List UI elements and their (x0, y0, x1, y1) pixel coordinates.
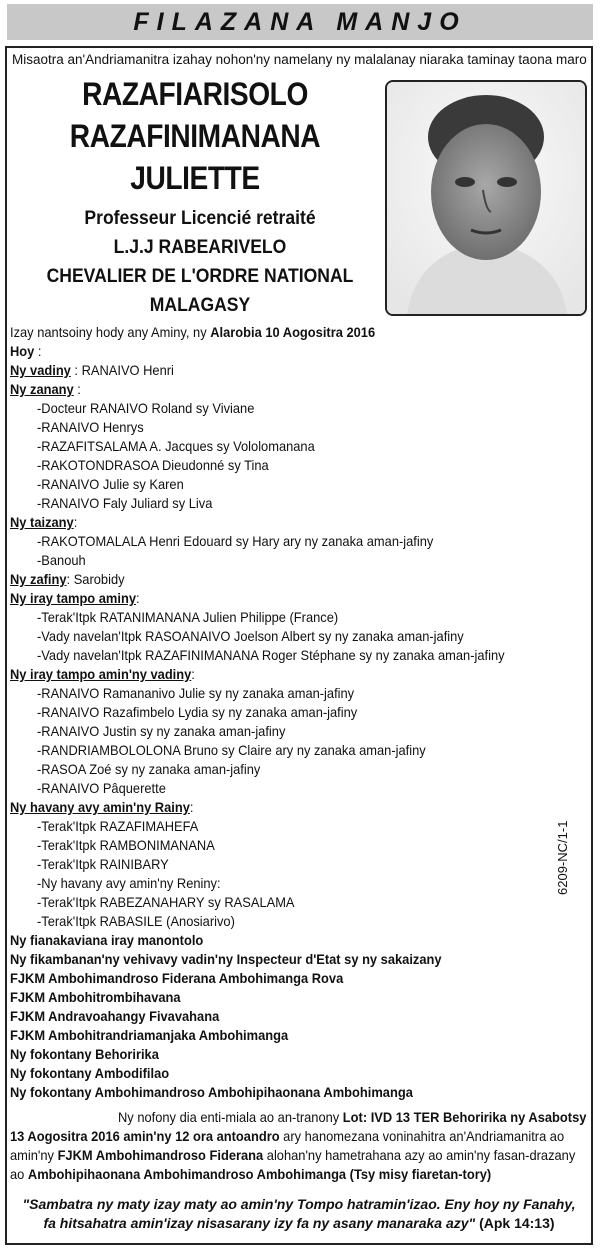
banner-title: FILAZANA MANJO (133, 7, 467, 36)
list-item: -Terak'Itpk RAINIBARY (37, 856, 169, 872)
list-item: -Banouh (37, 552, 86, 568)
title-line-2: L.J.J RABEARIVELO (113, 236, 287, 258)
list-item: -Ny havany avy amin'ny Reniny: (37, 875, 221, 891)
funeral-line-3: amin'ny FJKM Ambohimandroso Fiderana alohan'ny hametrahana azy ao amin'ny fasan-drazany (10, 1147, 576, 1163)
intro-text: Misaotra an'Andriamanitra izahay nohon'ny namelany ny malalanay niaraka taminay taona maro (12, 52, 587, 67)
group-line: FJKM Andravoahangy Fivavahana (10, 1008, 220, 1024)
title-line-1: Professeur Licencié retraité (84, 207, 316, 229)
deceased-name-line-3: JULIETTE (130, 160, 260, 196)
list-item: -RANDRIAMBOLOLONA Bruno sy Claire ary ny zanaka aman-jafiny (37, 742, 426, 758)
list-item: -RANAIVO Julie sy Karen (37, 476, 184, 492)
group-line: Ny fikambanan'ny vehivavy vadin'ny Inspecteur d'Etat sy ny sakaizany (10, 951, 442, 967)
list-item: -Vady navelan'Itpk RASOANAIVO Joelson Albert sy ny zanaka aman-jafiny (37, 628, 464, 644)
list-item: -RAKOTONDRASOA Dieudonné sy Tina (37, 457, 269, 473)
deceased-name-line-2: RAZAFINIMANANA (69, 118, 321, 154)
title-line-3: CHEVALIER DE L'ORDRE NATIONAL (46, 265, 354, 287)
group-line: Ny fokontany Behoririka (10, 1046, 159, 1062)
group-line: Ny fianakaviana iray manontolo (10, 932, 204, 948)
list-item: -RANAIVO Justin sy ny zanaka aman-jafiny (37, 723, 286, 739)
grandchildren-line: Ny zafiny: Sarobidy (10, 571, 125, 587)
list-item: -Terak'Itpk RATANIMANANA Julien Philippe (France) (37, 609, 339, 625)
ad-reference-code: 6209-NC/1-1 (555, 820, 570, 895)
deceased-name-line-1: RAZAFIARISOLO (82, 76, 308, 112)
group-line: FJKM Ambohimandroso Fiderana Ambohimanga Rova (10, 970, 344, 986)
in-laws-heading: Ny iray tampo amin'ny vadiny: (10, 666, 195, 682)
scripture-quote-line-2: fa hitsahatra amin'izay nisasarany izy fa ny asany manaraka azy" (Apk 14:13) (43, 1215, 555, 1231)
list-item: -Terak'Itpk RABASILE (Anosiarivo) (37, 913, 235, 929)
death-date: Alarobia 10 Aogositra 2016 (210, 324, 376, 340)
siblings-heading: Ny iray tampo aminy: (10, 590, 140, 606)
death-announcement: Izay nantsoiny hody any Aminy, ny Alarobia 10 Aogositra 2016 (10, 324, 376, 340)
list-item: -Terak'Itpk RAMBONIMANANA (37, 837, 215, 853)
list-item: -RANAIVO Henrys (37, 419, 144, 435)
list-item: -Terak'Itpk RAZAFIMAHEFA (37, 818, 199, 834)
list-item: -Terak'Itpk RABEZANAHARY sy RASALAMA (37, 894, 295, 910)
list-item: -RASOA Zoé sy ny zanaka aman-jafiny (37, 761, 261, 777)
list-item: -Vady navelan'Itpk RAZAFINIMANANA Roger Stéphane sy ny zanaka aman-jafiny (37, 647, 505, 663)
paternal-relatives-heading: Ny havany avy amin'ny Rainy: (10, 799, 194, 815)
list-item: -RANAIVO Faly Juliard sy Liva (37, 495, 213, 511)
list-item: -RANAIVO Ramananivo Julie sy ny zanaka aman-jafiny (37, 685, 355, 701)
list-item: -RAZAFITSALAMA A. Jacques sy Vololomanana (37, 438, 315, 454)
spouse-line: Ny vadiny : RANAIVO Henri (10, 362, 174, 378)
hoy-line: Hoy : (10, 343, 42, 359)
list-item: -RANAIVO Pâquerette (37, 780, 166, 796)
group-line: Ny fokontany Ambohimandroso Ambohipihaonana Ambohimanga (10, 1084, 413, 1100)
header-banner (7, 4, 593, 40)
foster-heading: Ny taizany: (10, 514, 78, 530)
funeral-line-1: Ny nofony dia enti-miala ao an-tranony Lot: IVD 13 TER Behoririka ny Asabotsy (118, 1109, 587, 1125)
scripture-reference: (Apk 14:13) (475, 1215, 555, 1231)
portrait-image (387, 82, 585, 314)
portrait-photo (385, 80, 587, 316)
spouse-label: Ny vadiny (10, 362, 71, 378)
funeral-line-4: ao Ambohipihaonana Ambohimandroso Ambohimanga (Tsy misy fiaretan-tory) (10, 1166, 492, 1182)
title-line-4: MALAGASY (149, 294, 251, 316)
list-item: -Docteur RANAIVO Roland sy Viviane (37, 400, 255, 416)
funeral-line-2: 13 Aogositra 2016 amin'ny 12 ora antoandro ary hanomezana voninahitra an'Andriamanitra ao (10, 1128, 565, 1144)
children-heading: Ny zanany : (10, 381, 81, 397)
list-item: -RANAIVO Razafimbelo Lydia sy ny zanaka aman-jafiny (37, 704, 358, 720)
scripture-quote-line-1: "Sambatra ny maty izay maty ao amin'ny Tompo hatramin'izao. Eny hoy ny Fanahy, (22, 1196, 576, 1212)
list-item: -RAKOTOMALALA Henri Edouard sy Hary ary ny zanaka aman-jafiny (37, 533, 434, 549)
group-line: Ny fokontany Ambodifilao (10, 1065, 170, 1081)
group-line: FJKM Ambohitrombihavana (10, 989, 181, 1005)
group-line: FJKM Ambohitrandriamanjaka Ambohimanga (10, 1027, 289, 1043)
